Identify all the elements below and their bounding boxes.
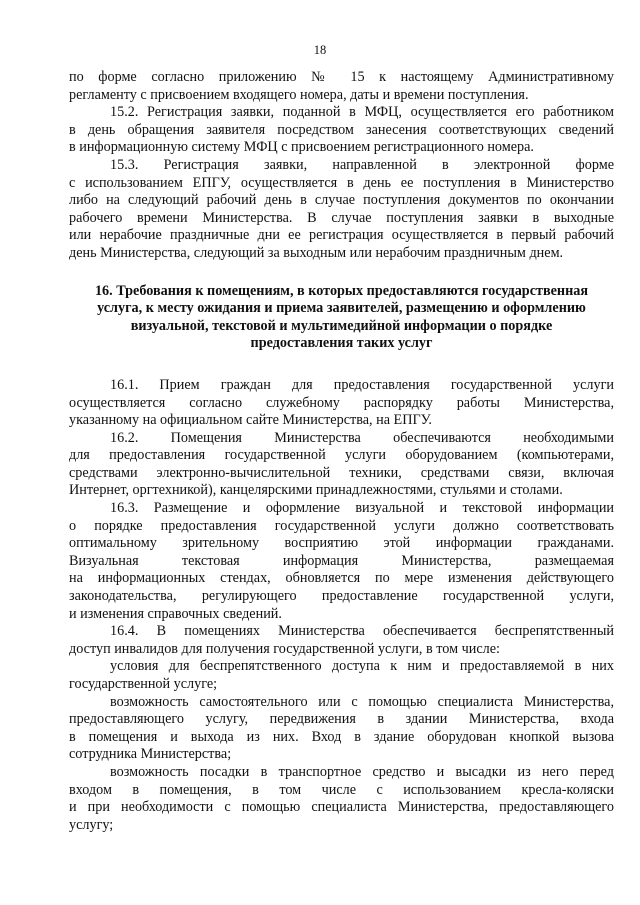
text-line: законодательства, регулирующего предоставление государственной услуги, [69,588,614,605]
item-access-conditions [69,658,614,693]
text-line: в информационную систему МФЦ с присвоением регистрационного номера. [69,139,534,156]
text-line: Интернет, оргтехникой), канцелярскими принадлежностями, стульями и столами. [69,482,563,499]
heading-line: предоставления таких услуг [250,335,433,352]
text-line: день Министерства, следующий за выходным или нерабочим праздничным днем. [69,244,564,261]
para-16-1 [69,377,614,430]
para-16-4 [69,623,614,658]
page-number: 18 [313,43,327,57]
text-line: 16.2. Помещения Министерства обеспечиваются необходимыми [110,429,614,446]
text-line: 15.3. Регистрация заявки, направленной в электронной форме [110,156,614,173]
text-line: условия для беспрепятственного доступа к ним и предоставляемой в них [110,658,614,675]
text-line: средствами электронно-вычислительной техники, средствами связи, включая [69,464,614,481]
text-line: в помещения и выхода из них. Вход в здание оборудован кнопкой вызова [69,728,614,745]
document-body [69,69,614,834]
text-line: возможность посадки в транспортное средство и высадки из него перед [110,763,614,780]
section-heading [69,283,614,353]
text-line: доступ инвалидов для получения государственной услуги, в том числе: [69,640,500,657]
text-line: рабочего времени Министерства. В случае поступления заявки в выходные [69,209,614,226]
text-line: регламенту с присвоением входящего номера, даты и времени поступления. [69,86,529,103]
text-line: о порядке предоставления государственной услуги должно соответствовать [69,517,614,534]
para-16-2 [69,430,614,500]
text-line: государственной услуге; [69,676,218,692]
text-line: оптимальному зрительному восприятию этой информации гражданами. [69,535,614,552]
text-line: и изменения справочных сведений. [69,605,282,622]
text-line: на информационных стендах, обновляется по мере изменения действующего [69,570,614,587]
text-line: 16.3. Размещение и оформление визуальной и текстовой информации [110,500,614,517]
text-line: услугу; [69,816,114,833]
text-line: или нерабочие праздничные дни ее регистрация осуществляется в первый рабочий [69,227,614,244]
text-line: в день обращения заявителя посредством занесения соответствующих сведений [69,121,614,138]
item-movement [69,694,614,764]
text-line: Визуальная текстовая информация Министерства, размещаемая [69,552,614,569]
text-line: входом в помещения, в том числе с использованием кресла-коляски [69,781,614,798]
text-line: сотрудника Министерства; [69,746,232,763]
text-line: предоставляющего услугу, передвижения в здании Министерства, входа [69,711,614,728]
item-transport [69,764,614,834]
heading-line: визуальной, текстовой и мультимедийной информации о порядке [130,317,553,334]
heading-line: 16. Требования к помещениям, в которых предоставляются государственная [94,282,589,299]
text-line: и при необходимости с помощью специалиста Министерства, предоставляющего [69,799,614,816]
text-line: для предоставления государственной услуги оборудованием (компьютерами, [69,447,614,464]
text-line: 16.4. В помещениях Министерства обеспечивается беспрепятственный [110,623,614,640]
text-line: 16.1. Прием граждан для предоставления государственной услуги [110,376,614,393]
heading-line: услуга, к месту ожидания и приема заявителей, размещению и оформлению [97,300,586,317]
text-line: осуществляется согласно служебному распорядку работы Министерства, [69,394,614,411]
text-line: по форме согласно приложению № 15 к настоящему Административному [69,69,614,85]
text-line: либо на следующий рабочий день в случае поступления документов по окончании [69,192,614,209]
text-line: указанному на официальном сайте Министерства, на ЕПГУ. [69,412,432,429]
para-16-3 [69,500,614,623]
bottom-paragraphs [69,377,614,834]
text-line: с использованием ЕПГУ, осуществляется в день ее поступления в Министерство [69,174,614,191]
text-line: возможность самостоятельного или с помощью специалиста Министерства, [110,693,614,710]
top-paragraphs [69,69,614,263]
para-15-1-tail [69,69,614,104]
para-15-2 [69,104,614,157]
text-line: 15.2. Регистрация заявки, поданной в МФЦ, осуществляется его работником [110,104,614,121]
para-15-3 [69,157,614,263]
